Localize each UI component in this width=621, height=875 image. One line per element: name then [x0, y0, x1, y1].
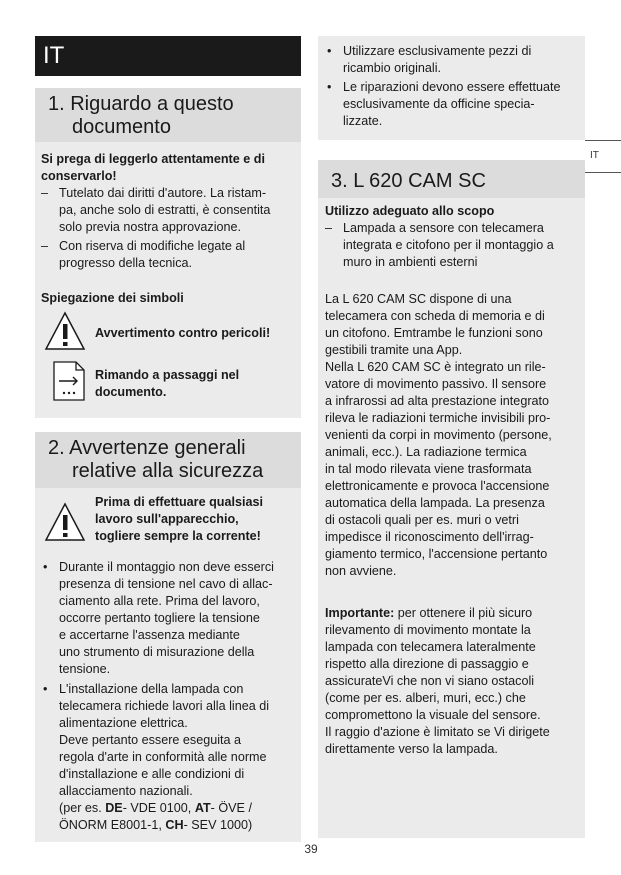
description-paragraph: [325, 291, 583, 580]
text-line: direttamente verso la lampada.: [325, 742, 498, 756]
dash-item-copyright: [41, 185, 301, 236]
text-line: allacciamento nazionali.: [59, 784, 193, 798]
text-line: in tal modo rilevata viene trasformata: [325, 462, 532, 476]
important-first-line: Importante: per ottenere il più sicuro: [325, 606, 533, 620]
section-1-title-line2: documento: [72, 116, 171, 138]
text-line: La L 620 CAM SC dispone di una: [325, 292, 512, 306]
section-2-title-line2: relative alla sicurezza: [72, 460, 264, 482]
text-line: Tutelato dai diritti d'autore. La ristam-: [59, 186, 267, 200]
safety-warning-line1: Prima di effettuare qualsiasi: [95, 495, 263, 509]
symbols-title: Spiegazione dei simboli: [41, 291, 184, 305]
text-line: di ostacoli quali per es. muri o vetri: [325, 513, 519, 527]
dash-item-changes: [41, 238, 301, 272]
bullet-item-spare-parts: [325, 43, 583, 77]
language-tab: IT: [35, 36, 301, 76]
text-line: regola d'arte in conformità alle norme: [59, 750, 267, 764]
text-line: elettronicamente e provoca l'accensione: [325, 479, 550, 493]
text-line: non avviene.: [325, 564, 397, 578]
text-line: Il raggio d'azione è limitato se Vi dirigete: [325, 725, 550, 739]
text-line: Con riserva di modifiche legate al: [59, 239, 246, 253]
text-line: un citofono. Emtrambe le funzioni sono: [325, 326, 543, 340]
safety-warning-line3: togliere sempre la corrente!: [95, 529, 261, 543]
reference-label-line1: Rimando a passaggi nel: [95, 368, 240, 382]
text-line: animali, ecc.). La radiazione termica: [325, 445, 527, 459]
document-reference-icon: [52, 360, 86, 402]
section-1-title-line1: 1. Riguardo a questo: [48, 93, 234, 115]
side-tab-top-line: [585, 140, 621, 141]
bullet-item-voltage: [41, 559, 303, 678]
text-line: venienti da corpi in movimento (persone,: [325, 428, 552, 442]
dash-marker: –: [41, 186, 49, 200]
dash-item-intended-use: [325, 220, 583, 271]
warning-triangle-icon: [44, 311, 86, 351]
section-3-title: 3. L 620 CAM SC: [331, 170, 486, 192]
text-line: gestibili tramite una App.: [325, 343, 463, 357]
important-paragraph: [325, 605, 583, 758]
text-line: Nella L 620 CAM SC è integrato un rile-: [325, 360, 546, 374]
text-line: lizzate.: [343, 114, 383, 128]
warning-triangle-icon: [44, 502, 86, 542]
text-line: tensione.: [59, 662, 111, 676]
text-line: rispetto alla direzione di passaggio e: [325, 657, 529, 671]
text-line: telecamera con scheda di memoria e di: [325, 309, 545, 323]
text-line: muro in ambienti esterni: [343, 255, 478, 269]
text-line: Deve pertanto essere eseguita a: [59, 733, 242, 747]
page-number: 39: [304, 842, 318, 856]
section-1-intro-line2: conservarlo!: [41, 169, 117, 183]
text-line: d'installazione e alle condizioni di: [59, 767, 245, 781]
bullet-item-repairs: [325, 79, 583, 130]
text-line: solo previa nostra approvazione.: [59, 220, 242, 234]
text-line: occorre pertanto togliere la tensione: [59, 611, 260, 625]
bullet-marker: •: [327, 80, 332, 94]
side-language-tab: IT: [590, 150, 599, 161]
text-line: assicurateVi che non vi siano ostacoli: [325, 674, 535, 688]
text-line: uno strumento di misurazione della: [59, 645, 255, 659]
reference-label-line2: documento.: [95, 385, 167, 399]
text-line: compromettono la visuale del sensore.: [325, 708, 541, 722]
text-line: Lampada a sensore con telecamera: [343, 221, 544, 235]
dash-marker: –: [325, 221, 333, 235]
section-2-title-line1: 2. Avvertenze generali: [48, 437, 246, 459]
text-line: lampada con telecamera lateralmente: [325, 640, 536, 654]
text-line: integrata e citofono per il montaggio a: [343, 238, 554, 252]
text-line: e accertarne l'assenza mediante: [59, 628, 240, 642]
text-line: a infrarossi ad alta prestazione integrato: [325, 394, 550, 408]
side-tab-bottom-line: [585, 172, 621, 173]
text-line: giamento termico, l'accensione pertanto: [325, 547, 548, 561]
text-line: L'installazione della lampada con: [59, 682, 244, 696]
text-line: progresso della tecnica.: [59, 256, 193, 270]
norms-line2: ÖNORM E8001-1, CH- SEV 1000): [59, 818, 253, 832]
text-line: rileva le radiazioni termiche invisibili pro-: [325, 411, 551, 425]
bullet-marker: •: [43, 560, 48, 574]
text-line: alimentazione elettrica.: [59, 716, 188, 730]
warning-symbol-label: Avvertimento contro pericoli!: [95, 326, 271, 340]
bullet-marker: •: [43, 682, 48, 696]
text-line: telecamera richiede lavori alla linea di: [59, 699, 270, 713]
text-line: impedisce il riconoscimento dell'irrag-: [325, 530, 534, 544]
text-line: vatore di movimento passivo. Il sensore: [325, 377, 547, 391]
text-line: Durante il montaggio non deve esserci: [59, 560, 274, 574]
text-line: Le riparazioni devono essere effettuate: [343, 80, 561, 94]
bullet-marker: •: [327, 44, 332, 58]
dash-marker: –: [41, 239, 49, 253]
text-line: presenza di tensione nel cavo di allac-: [59, 577, 273, 591]
text-line: Utilizzare esclusivamente pezzi di: [343, 44, 532, 58]
text-line: ciamento alla rete. Prima del lavoro,: [59, 594, 260, 608]
bullet-item-installation: [41, 681, 303, 834]
norms-line1: (per es. DE- VDE 0100, AT- ÖVE /: [59, 801, 252, 815]
text-line: ricambio originali.: [343, 61, 441, 75]
section-1-intro-line1: Si prega di leggerlo attentamente e di: [41, 152, 265, 166]
text-line: rilevamento di movimento montate la: [325, 623, 531, 637]
text-line: pa, anche solo di estratti, è consentita: [59, 203, 271, 217]
safety-warning-line2: lavoro sull'apparecchio,: [95, 512, 239, 526]
text-line: esclusivamente da officine specia-: [343, 97, 535, 111]
text-line: automatica della lampada. La presenza: [325, 496, 545, 510]
text-line: (come per es. alberi, muri, ecc.) che: [325, 691, 526, 705]
intended-use-title: Utilizzo adeguato allo scopo: [325, 204, 495, 218]
